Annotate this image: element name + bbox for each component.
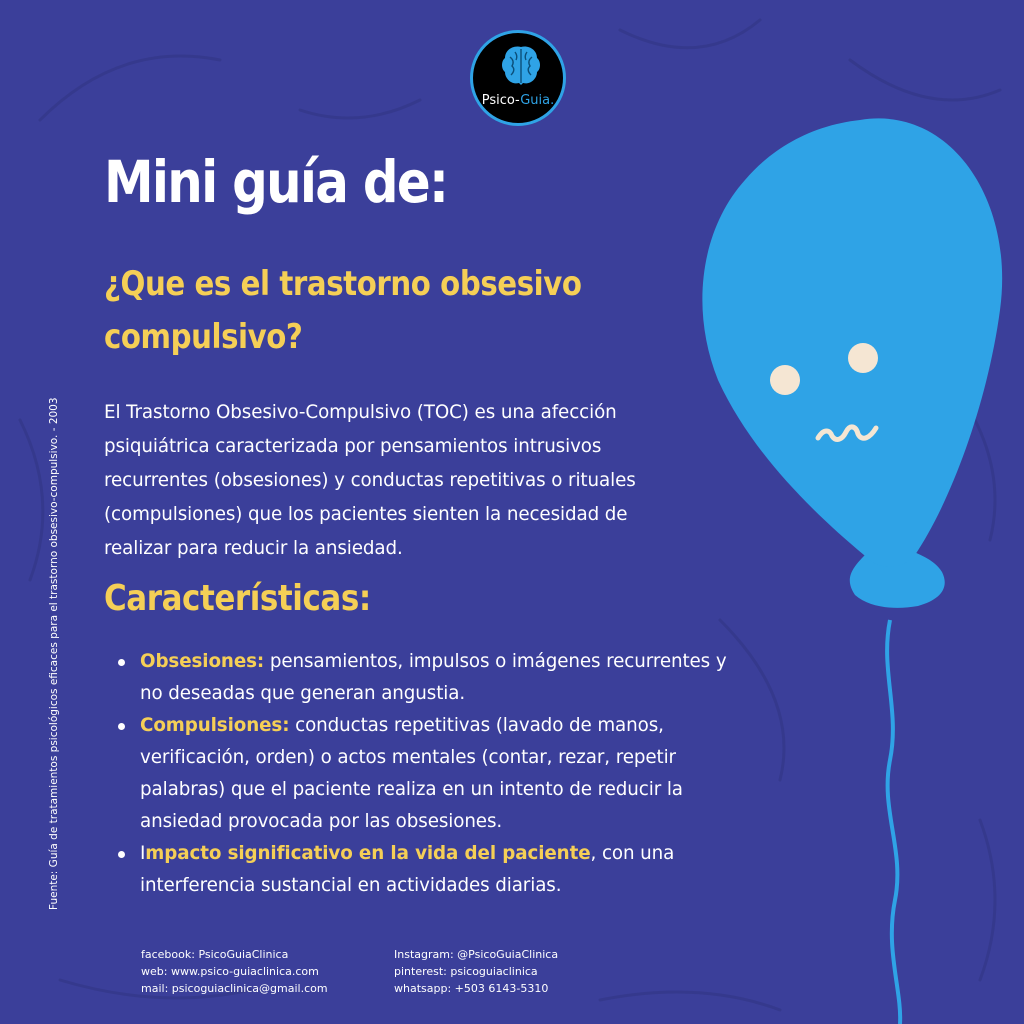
contacts-right [394,946,558,997]
intro-paragraph: El Trastorno Obsesivo-Compulsivo (TOC) es una afección psiquiátrica caracterizada por pensamientos intrusivos recurrentes (obsesiones) y conductas repetitivas o rituales (compulsiones) que los pacientes sienten la necesidad de realizar para reducir la ansiedad. [104,402,636,559]
facebook-contact: facebook: PsicoGuiaClinica [141,948,289,961]
feature-highlight: Obsesiones: [140,651,265,672]
mail-contact: mail: psicoguiaclinica@gmail.com [141,982,328,995]
web-contact: web: www.psico-guiaclinica.com [141,965,319,978]
worried-balloon-illustration [690,110,1024,1024]
contacts-left [141,946,328,997]
page-title: Mini guía de: [104,148,448,216]
feature-text: pensamientos, impulsos o imágenes recurrentes y no deseadas que generan angustia. [140,651,727,704]
bullet-icon [118,851,125,858]
balloon-body [702,118,1002,567]
features-list [118,646,728,902]
balloon-string [887,620,900,1024]
right-eye-icon [848,343,878,373]
features-heading: Características: [104,578,371,619]
bullet-icon [118,659,125,666]
bullet-icon [118,723,125,730]
brain-icon [499,43,543,89]
whatsapp-contact: whatsapp: +503 6143-5310 [394,982,549,995]
feature-highlight: Compulsiones: [140,715,290,736]
instagram-contact: Instagram: @PsicoGuiaClinica [394,948,559,961]
logo [470,30,566,126]
feature-text: conductas repetitivas (lavado de manos, verificación, orden) o actos mentales (contar, rezar, repetir palabras) que el paciente realiza en un intento de reducir la ansiedad provocada por las obsesiones. [140,715,683,832]
feature-text: , con una interferencia sustancial en actividades diarias. [140,843,675,896]
list-item [118,838,728,902]
page-subtitle: ¿Que es el trastorno obsesivo compulsivo? [104,264,582,357]
feature-prefix: I [140,843,146,864]
feature-highlight: mpacto significativo en la vida del paciente [145,843,591,864]
source-citation: Fuente: Guía de tratamientos psicológicos eficaces para el trastorno obsesivo-compulsivo. - 2003 [48,397,60,910]
list-item [118,646,728,710]
logo-text: Psico-Guia. [481,93,555,108]
left-eye-icon [770,365,800,395]
pinterest-contact: pinterest: psicoguiaclinica [394,965,538,978]
list-item [118,710,728,838]
